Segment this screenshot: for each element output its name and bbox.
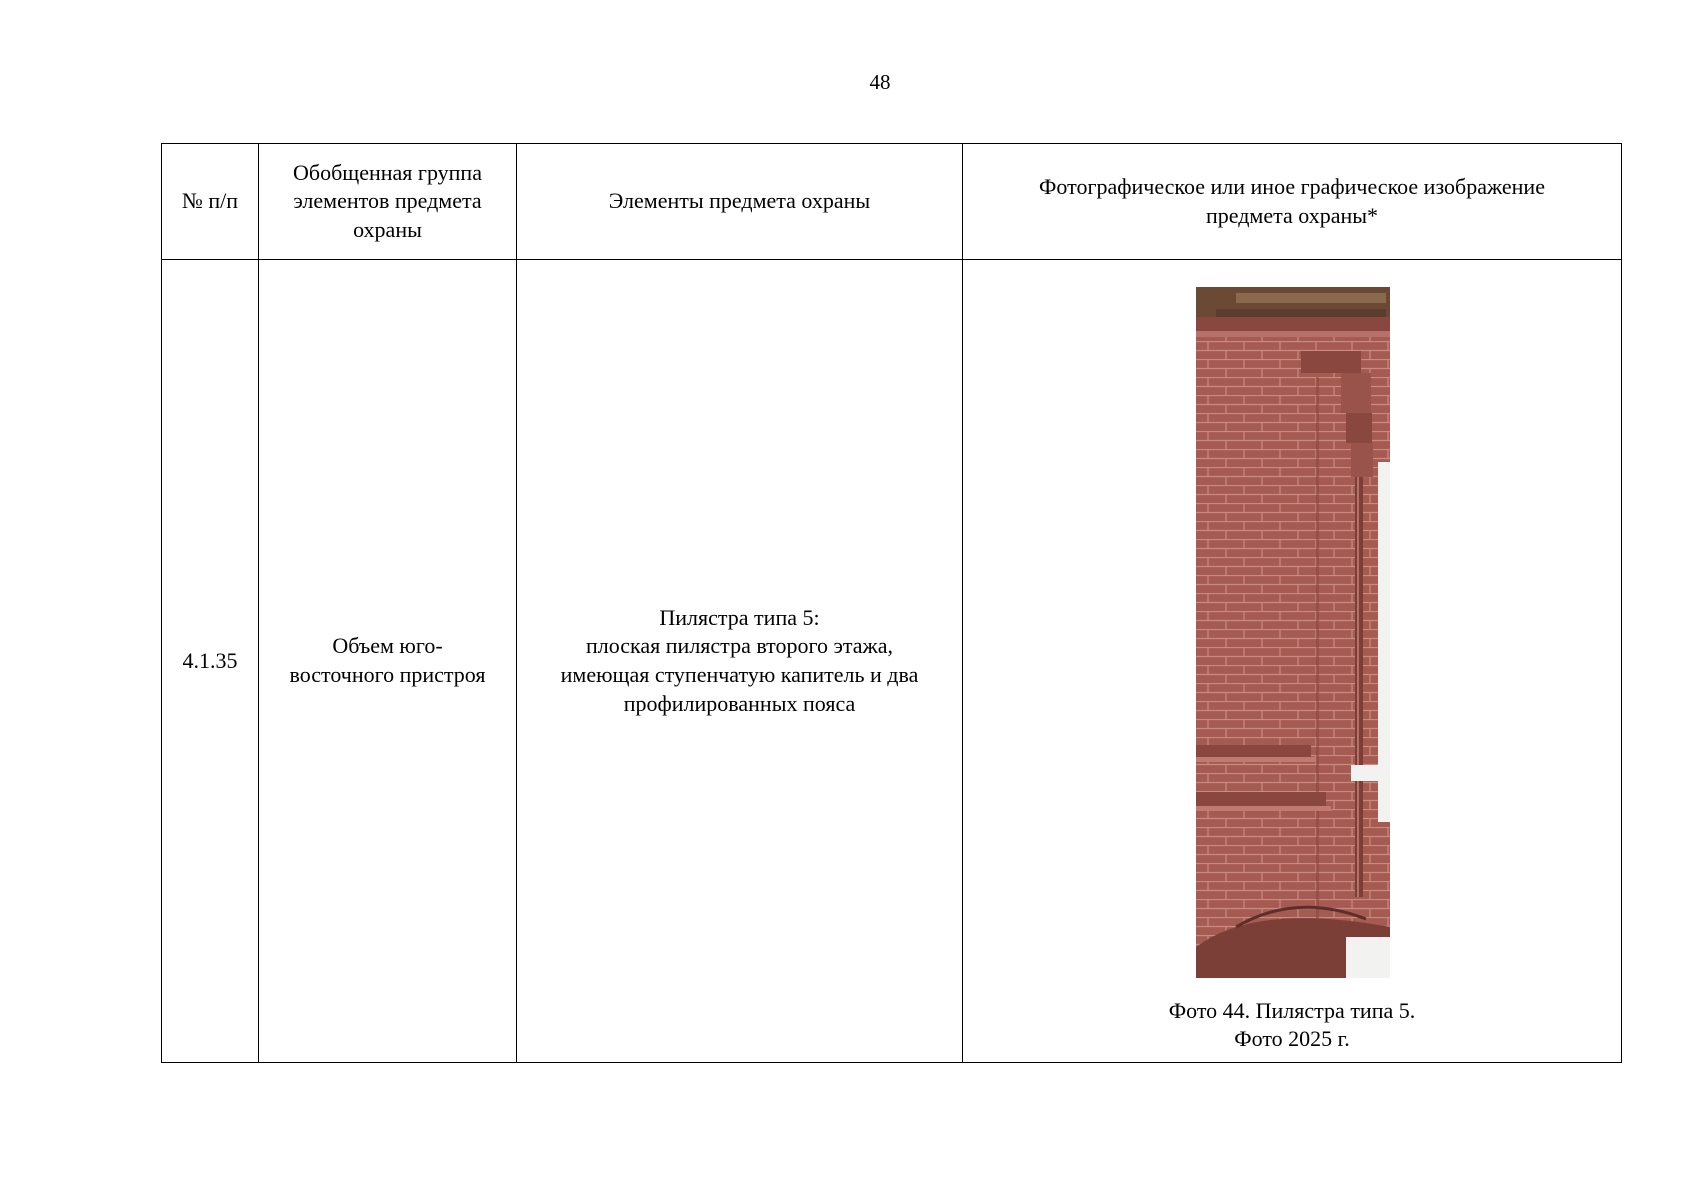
- element-line-3: имеющая ступенчатую капитель и два: [560, 662, 919, 687]
- row-photo: [963, 260, 1622, 1063]
- brick-pilaster-photo-svg: [1196, 287, 1390, 978]
- element-line-4: профилированных пояса: [623, 690, 856, 716]
- group-line-1: Объем юго-: [332, 633, 443, 659]
- header-elements: Элементы предмета охраны: [517, 144, 963, 260]
- caption-line-2: Фото 2025 г.: [1234, 1025, 1350, 1051]
- brick-pilaster-photo: [1196, 287, 1390, 978]
- photo-caption: [963, 997, 1621, 1052]
- group-line-2: восточного пристроя: [289, 662, 486, 687]
- row-elements: [517, 260, 963, 1063]
- table-row: [162, 260, 1622, 1063]
- page-number: 48: [869, 70, 891, 94]
- header-photo: Фотографическое или иное графическое изображение предмета охраны*: [963, 144, 1622, 260]
- row-num: 4.1.35: [162, 260, 259, 1063]
- element-line-2: плоская пилястра второго этажа,: [585, 633, 894, 659]
- header-num: № п/п: [162, 144, 259, 260]
- row-group: [259, 260, 517, 1063]
- header-group: Обобщенная группа элементов предмета охраны: [259, 144, 517, 260]
- table-header-row: [162, 144, 1622, 260]
- element-line-1: Пилястра типа 5:: [659, 604, 820, 630]
- caption-line-1: Фото 44. Пилястра типа 5.: [1168, 998, 1416, 1023]
- protection-table: [161, 143, 1622, 1063]
